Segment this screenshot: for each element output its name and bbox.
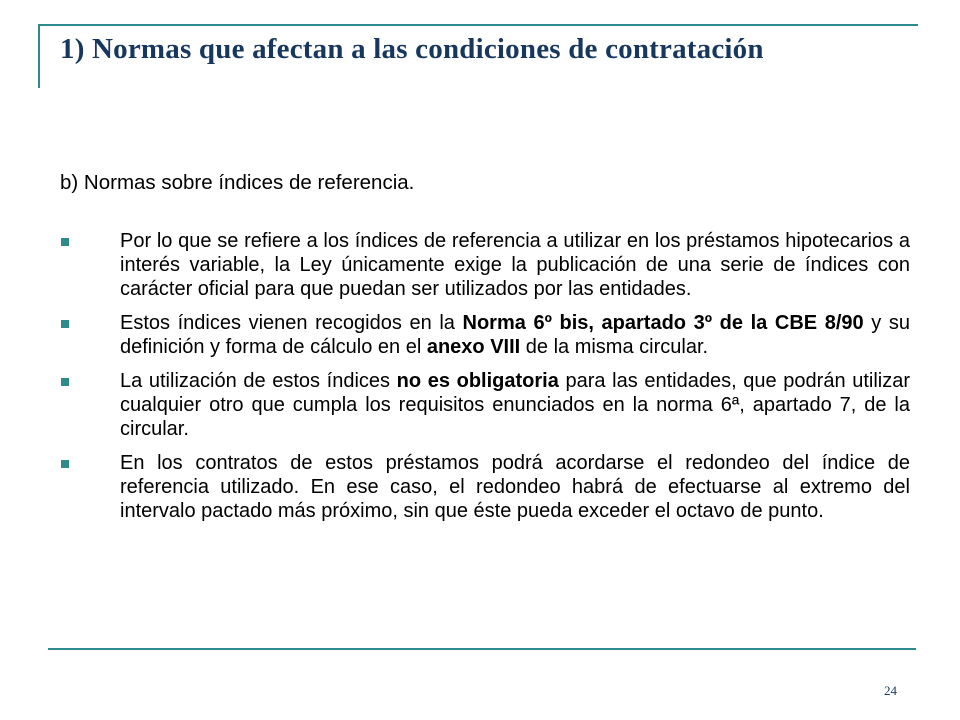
left-rule — [38, 24, 40, 88]
text-run: En los contratos de estos préstamos podrá acordarse el redondeo del índice de referencia utilizado. En ese caso, el redondeo habrá de efectuarse al extremo del intervalo pactado más próximo, sin que éste pueda exceder el octavo de punto. — [120, 452, 910, 522]
bold-text-run: Norma 6º bis, apartado 3º de la CBE 8/90 — [462, 312, 864, 334]
text-run: Estos índices vienen recogidos en la — [120, 312, 463, 334]
bottom-rule — [48, 648, 916, 650]
text-run: y su definición y forma de cálculo en el — [120, 312, 910, 358]
bullet-text — [120, 311, 910, 359]
section-subheading: b) Normas sobre índices de referencia. — [60, 171, 415, 194]
bullet-text — [120, 451, 910, 523]
bullet-text — [120, 229, 910, 301]
bold-text-run: no es obligatoria — [396, 370, 559, 392]
text-run: de la misma circular. — [520, 336, 709, 358]
text-run: La utilización de estos índices — [120, 370, 397, 392]
list-item — [60, 369, 910, 441]
text-run: para las entidades, que podrán utilizar cualquier otro que cumpla los requisitos enunciados en la norma 6ª, apartado 7, de la circular. — [120, 370, 910, 440]
bullet-text — [120, 369, 910, 441]
square-bullet-icon — [61, 320, 69, 328]
list-item — [60, 229, 910, 301]
bullet-list — [60, 229, 910, 533]
square-bullet-icon — [61, 460, 69, 468]
page-number: 24 — [884, 683, 897, 698]
slide-title: 1) Normas que afectan a las condiciones de contratación — [60, 33, 764, 65]
list-item — [60, 311, 910, 359]
top-rule — [38, 24, 918, 26]
bold-text-run: anexo VIII — [426, 336, 521, 358]
text-run: Por lo que se refiere a los índices de referencia a utilizar en los préstamos hipotecarios a interés variable, la Ley únicamente exige la publicación de una serie de índices con carácter oficial para que puedan ser utilizados por las entidades. — [120, 230, 910, 300]
list-item — [60, 451, 910, 523]
square-bullet-icon — [61, 238, 69, 246]
square-bullet-icon — [61, 378, 69, 386]
